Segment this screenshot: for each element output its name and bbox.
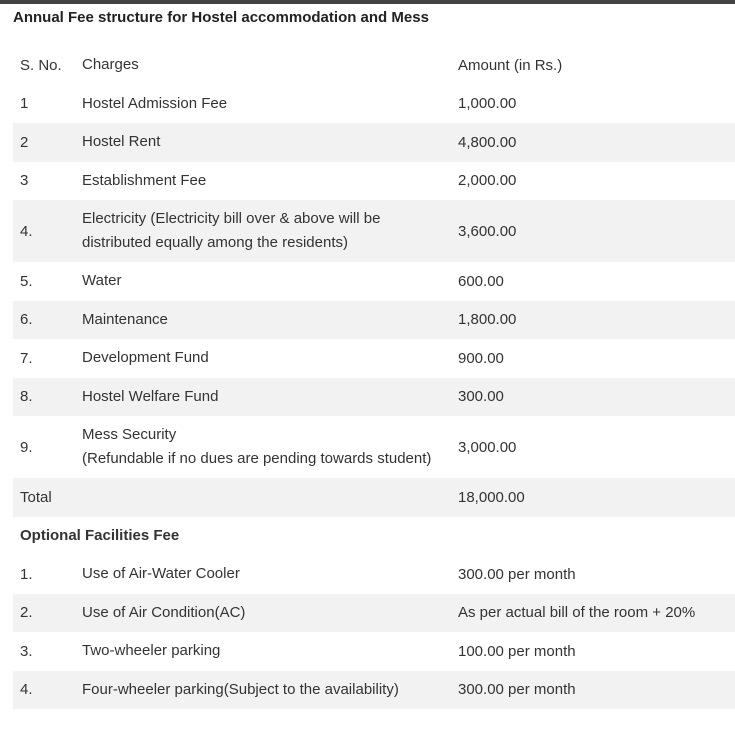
row-charges-line: distributed equally among the residents) [82,234,348,251]
fee-table [13,46,735,709]
table-row [13,262,735,301]
row-charges: Water [82,272,122,290]
row-charges: Hostel Rent [82,133,161,151]
row-sno: 2. [20,604,33,622]
row-amount: 3,600.00 [458,222,517,240]
table-row [13,301,735,340]
table-row [13,378,735,417]
row-sno: 3 [20,172,29,190]
table-row [13,416,735,478]
table-row [13,162,735,201]
table-row [13,339,735,378]
row-sno: 3. [20,642,33,660]
row-amount: 900.00 [458,349,504,367]
page-title: Annual Fee structure for Hostel accommodation and Mess [13,9,429,26]
row-amount: 600.00 [458,272,504,290]
row-amount: 300.00 [458,388,504,406]
top-border [0,0,735,4]
table-row [13,200,735,262]
row-amount: 2,000.00 [458,172,517,190]
table-row [13,671,735,710]
row-amount: 1,800.00 [458,311,517,329]
total-amount: 18,000.00 [458,488,525,506]
row-sno: 8. [20,388,33,406]
row-charges: Establishment Fee [82,171,207,189]
row-amount: 1,000.00 [458,95,517,113]
row-charges [82,200,458,262]
row-amount: 3,000.00 [458,438,517,456]
total-label: Total [20,488,52,506]
row-sno: 9. [20,438,33,456]
row-charges: Use of Air-Water Cooler [82,565,240,583]
optional-heading: Optional Facilities Fee [20,527,180,545]
row-sno: 6. [20,311,33,329]
row-charges-line: (Refundable if no dues are pending towards student) [82,450,432,467]
header-charges: Charges [82,56,139,74]
table-row [13,85,735,124]
table-row [13,123,735,162]
row-sno: 1. [20,565,33,583]
row-charges: Development Fund [82,349,209,367]
total-row [13,478,735,517]
row-sno: 7. [20,349,33,367]
row-amount: 300.00 per month [458,681,576,699]
row-charges: Maintenance [82,310,168,328]
row-sno: 2 [20,133,29,151]
row-amount: As per actual bill of the room + 20% [458,604,696,622]
table-header-row [13,46,735,85]
row-charges-line: Electricity (Electricity bill over & above will be [82,210,381,227]
table-row [13,594,735,633]
row-charges: Use of Air Condition(AC) [82,603,246,621]
optional-heading-row [13,517,735,556]
row-amount: 100.00 per month [458,642,576,660]
row-charges [82,416,458,478]
row-amount: 4,800.00 [458,133,517,151]
row-sno: 5. [20,272,33,290]
row-amount: 300.00 per month [458,565,576,583]
row-sno: 4. [20,222,33,240]
row-charges: Two-wheeler parking [82,642,221,660]
row-charges: Four-wheeler parking(Subject to the availability) [82,680,399,698]
row-charges: Hostel Welfare Fund [82,387,219,405]
row-charges-line: Mess Security [82,426,177,443]
row-sno: 4. [20,681,33,699]
table-row [13,632,735,671]
row-charges: Hostel Admission Fee [82,94,228,112]
table-row [13,555,735,594]
header-amount: Amount (in Rs.) [458,56,563,74]
row-sno: 1 [20,95,29,113]
header-sno: S. No. [20,56,62,74]
